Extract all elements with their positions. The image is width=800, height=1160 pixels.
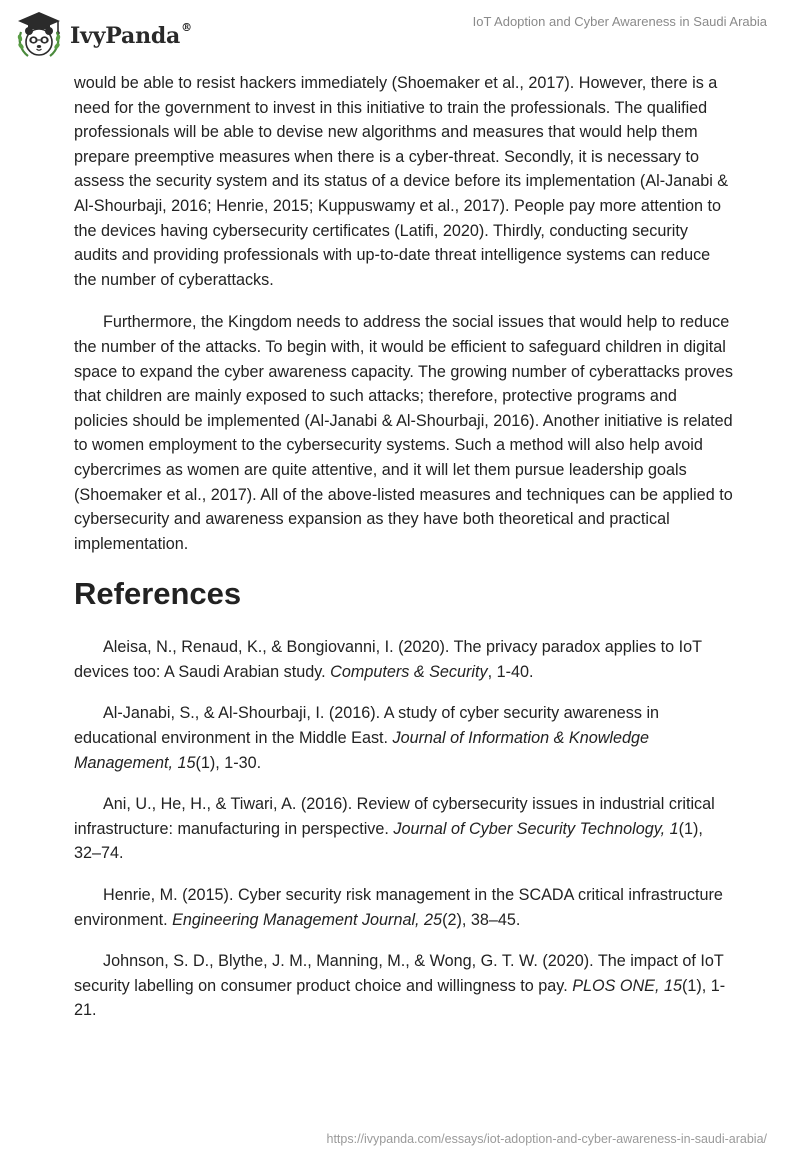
body-paragraph: Furthermore, the Kingdom needs to address the social issues that would help to reduce the number of the attacks. To begin with, it would be efficient to safeguard children in digital space to expand the cyber awareness capacity. The growing number of cyberattacks proves that children are mainly exposed to such attacks; therefore, protective programs and policies should be implemented (Al-Janabi & Al-Shourbaji, 2016). Another initiative is related to women employment to the cybersecurity systems. Such a method will also help avoid cybercrimes as women are quite attentive, and it will let them pursue leadership goals (Shoemaker et al., 2017). All of the above-listed measures and techniques can be applied to cybersecurity and awareness expansion as they have both theoretical and practical implementation. [74, 313, 733, 553]
document-title: IoT Adoption and Cyber Awareness in Saudi Arabia [472, 14, 767, 29]
reference-item [74, 701, 734, 775]
reference-item [74, 883, 734, 932]
page-header [0, 0, 800, 70]
reference-details: (2), 38–45. [442, 910, 521, 929]
reference-journal: Engineering Management Journal, 25 [172, 910, 443, 929]
panda-graduate-icon [14, 10, 64, 60]
reference-item [74, 949, 734, 1023]
reference-journal: Journal of Information & Knowledge Management, 15 [74, 729, 650, 772]
reference-text: Ani, U., He, H., & Tiwari, A. (2016). Review of cybersecurity issues in industrial critical infrastructure: manufacturing in perspective. [74, 795, 715, 838]
body-paragraph: would be able to resist hackers immediately (Shoemaker et al., 2017). However, there is a need for the government to invest in this initiative to train the professionals. The qualified professionals will be able to devise new algorithms and measures that would help them prepare preemptive measures when there is a cyber-threat. Secondly, it is necessary to assess the security system and its status of a device before its implementation (Al-Janabi & Al-Shourbaji, 2016; Henrie, 2015; Kuppuswamy et al., 2017). People pay more attention to the devices having cybersecurity certificates (Latifi, 2020). Thirdly, conducting security audits and providing professionals with up-to-date threat intelligence systems can reduce the number of cyberattacks. [74, 74, 729, 289]
reference-item [74, 635, 734, 684]
reference-text: Aleisa, N., Renaud, K., & Bongiovanni, I. (2020). The privacy paradox applies to IoT devices too: A Saudi Arabian study. [74, 638, 702, 681]
reference-item [74, 792, 734, 866]
source-url[interactable]: https://ivypanda.com/essays/iot-adoption-and-cyber-awareness-in-saudi-arabia/ [326, 1132, 767, 1146]
brand-logo[interactable] [14, 10, 192, 60]
document-body [74, 71, 734, 1040]
reference-text: Henrie, M. (2015). Cyber security risk management in the SCADA critical infrastructure environment. [74, 886, 723, 929]
references-heading: References [74, 576, 242, 612]
reference-details: (1), 1-30. [195, 753, 262, 772]
reference-journal: PLOS ONE, 15 [572, 976, 682, 995]
reference-journal: Journal of Cyber Security Technology, 1 [393, 819, 679, 838]
reference-details: (1), 1-21. [74, 976, 726, 1020]
reference-journal: Computers & Security [330, 662, 488, 681]
brand-name: IvyPanda® [70, 21, 192, 49]
reference-details: , 1-40. [487, 662, 534, 681]
reference-details: (1), 32–74. [74, 819, 703, 863]
reference-text: Al-Janabi, S., & Al-Shourbaji, I. (2016). A study of cyber security awareness in educational environment in the Middle East. [74, 704, 660, 748]
reference-text: Johnson, S. D., Blythe, J. M., Manning, M., & Wong, G. T. W. (2020). The impact of IoT security labelling on consumer product choice and willingness to pay. [74, 952, 724, 995]
registered-mark: ® [181, 21, 192, 34]
